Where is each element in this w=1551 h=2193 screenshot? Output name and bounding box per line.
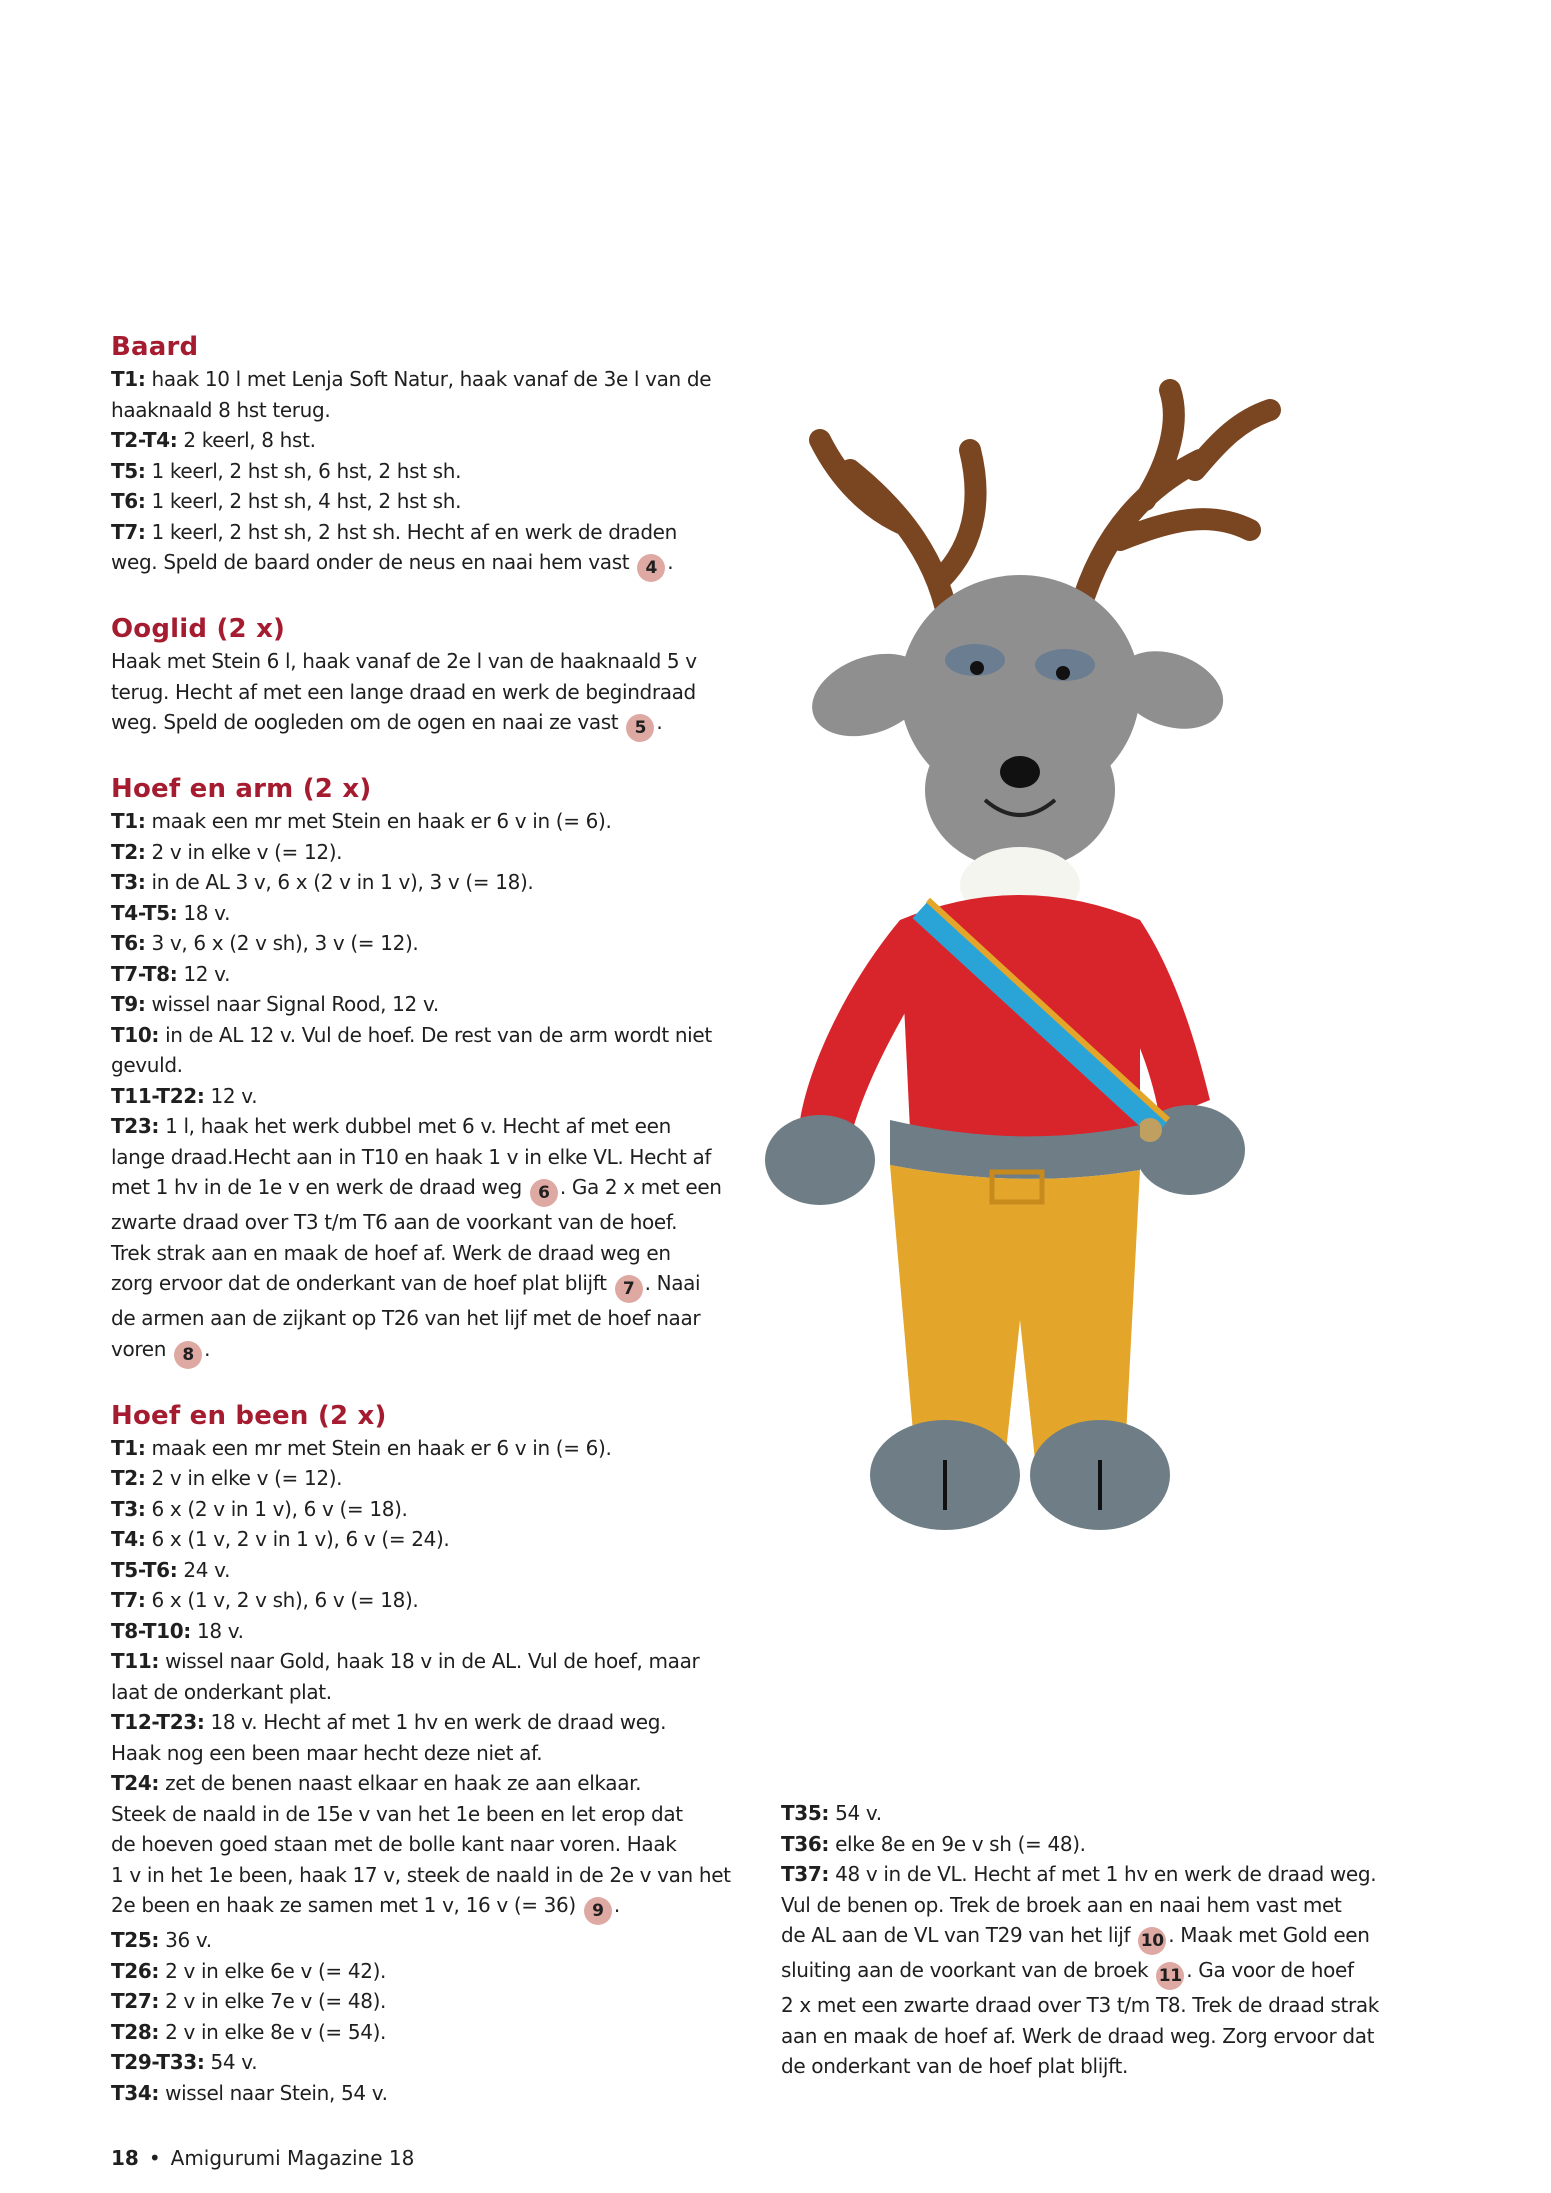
- instruction-text: maak een mr met Stein en haak er 6 v in (= 6).: [145, 1435, 612, 1460]
- page-number: 18: [111, 2146, 139, 2170]
- round-label: T12-T23:: [111, 1710, 205, 1734]
- instruction-line: [111, 547, 751, 582]
- instruction-line: [111, 1925, 751, 1956]
- round-label: T1:: [111, 809, 146, 833]
- instruction-text: 18 v.: [190, 1618, 244, 1643]
- instruction-line: [111, 1677, 751, 1708]
- instruction-line: [111, 1890, 751, 1925]
- instruction-text: voren: [111, 1336, 173, 1361]
- instruction-text: zwarte draad over T3 t/m T6 aan de voorkant van de hoef.: [111, 1210, 678, 1234]
- instruction-line: [111, 1334, 751, 1369]
- instruction-line: [111, 677, 751, 708]
- round-label: T6:: [111, 931, 146, 955]
- instruction-line: [111, 1768, 751, 1799]
- round-label: T37:: [781, 1862, 830, 1886]
- instruction-line: [111, 1020, 751, 1051]
- instruction-text: de hoeven goed staan met de bolle kant naar voren. Haak: [111, 1832, 677, 1856]
- instruction-line: [111, 707, 751, 742]
- instruction-text: . Naai: [644, 1271, 701, 1295]
- instruction-line: [781, 1798, 1421, 1829]
- round-label: T35:: [781, 1801, 830, 1825]
- instruction-line: [781, 2051, 1421, 2082]
- instruction-text: Vul de benen op. Trek de broek aan en naai hem vast met: [781, 1892, 1342, 1917]
- instruction-text: 12 v.: [204, 1083, 258, 1108]
- instruction-text: 54 v.: [204, 2050, 258, 2074]
- round-label: T6:: [111, 489, 146, 513]
- magazine-title: Amigurumi Magazine 18: [170, 2146, 415, 2170]
- instruction-text: 2 v in elke v (= 12).: [145, 1466, 343, 1490]
- instruction-line: [111, 1268, 751, 1303]
- round-label: T4-T5:: [111, 900, 178, 925]
- instruction-line: [781, 1890, 1421, 1921]
- instruction-line: [111, 1585, 751, 1616]
- step-photo-badge: 5: [626, 714, 654, 742]
- instruction-text: 2 v in elke 6e v (= 42).: [159, 1958, 387, 1983]
- instruction-text: zorg ervoor dat de onderkant van de hoef plat blijft: [111, 1271, 613, 1295]
- instruction-text: 1 v in het 1e been, haak 17 v, steek de naald in de 2e v van het: [111, 1862, 731, 1887]
- round-label: T26:: [111, 1958, 160, 1983]
- round-label: T10:: [111, 1022, 160, 1047]
- instruction-line: [781, 1829, 1421, 1860]
- round-label: T28:: [111, 2019, 160, 2044]
- instruction-text: sluiting aan de voorkant van de broek: [781, 1958, 1155, 1982]
- round-label: T7:: [111, 1588, 146, 1612]
- nose: [1000, 756, 1040, 788]
- instruction-text: .: [204, 1336, 211, 1361]
- round-label: T7-T8:: [111, 961, 178, 986]
- instruction-text: 2 v in elke 7e v (= 48).: [159, 1989, 387, 2013]
- instruction-text: wissel naar Stein, 54 v.: [159, 2080, 388, 2105]
- instruction-line: [111, 959, 751, 990]
- instruction-text: 2e been en haak ze samen met 1 v, 16 v (= 36): [111, 1893, 582, 1917]
- instruction-text: Trek strak aan en maak de hoef af. Werk de draad weg en: [111, 1240, 671, 1265]
- round-label: T24:: [111, 1771, 160, 1795]
- instruction-line: [111, 1555, 751, 1586]
- instruction-text: in de AL 12 v. Vul de hoef. De rest van de arm wordt niet: [159, 1022, 712, 1047]
- instruction-line: [111, 456, 751, 487]
- instruction-text: 6 x (1 v, 2 v sh), 6 v (= 18).: [145, 1588, 419, 1612]
- round-label: T2:: [111, 839, 146, 864]
- instruction-text: weg. Speld de baard onder de neus en naai hem vast: [111, 550, 636, 574]
- instruction-text: aan en maak de hoef af. Werk de draad weg. Zorg ervoor dat: [781, 2023, 1375, 2048]
- instruction-text: 1 keerl, 2 hst sh, 4 hst, 2 hst sh.: [145, 489, 462, 513]
- round-label: T34:: [111, 2080, 160, 2105]
- instruction-line: [781, 1859, 1421, 1890]
- instruction-text: 6 x (1 v, 2 v in 1 v), 6 v (= 24).: [145, 1527, 450, 1551]
- instruction-text: elke 8e en 9e v sh (= 48).: [829, 1831, 1086, 1856]
- reindeer-amigurumi-photo: [740, 360, 1420, 1680]
- round-label: T1:: [111, 367, 146, 391]
- muzzle: [925, 710, 1115, 870]
- instruction-text: de armen aan de zijkant op T26 van het lijf met de hoef naar: [111, 1306, 701, 1330]
- instruction-line: [111, 1829, 751, 1860]
- page-footer: [111, 2145, 414, 2171]
- step-photo-badge: 10: [1138, 1927, 1166, 1955]
- instruction-text: 18 v.: [177, 900, 231, 925]
- instruction-text: 3 v, 6 x (2 v sh), 3 v (= 12).: [145, 931, 419, 955]
- instruction-line: [111, 395, 751, 426]
- instruction-line: [781, 2021, 1421, 2052]
- round-label: T9:: [111, 992, 146, 1016]
- instruction-line: [111, 1433, 751, 1464]
- instruction-line: [111, 1646, 751, 1677]
- instruction-text: terug. Hecht af met een lange draad en werk de begindraad: [111, 679, 696, 704]
- section-title: Ooglid (2 x): [111, 614, 286, 644]
- pattern-section: [111, 330, 751, 582]
- instruction-line: [111, 646, 751, 677]
- instruction-text: 54 v.: [829, 1801, 882, 1825]
- right-column: [781, 1798, 1421, 2082]
- instruction-line: [111, 806, 751, 837]
- round-label: T25:: [111, 1928, 160, 1952]
- round-label: T7:: [111, 519, 146, 544]
- round-label: T27:: [111, 1989, 160, 2013]
- round-label: T36:: [781, 1831, 830, 1856]
- instruction-text: weg. Speld de oogleden om de ogen en naai ze vast: [111, 710, 625, 734]
- round-label: T4:: [111, 1527, 146, 1551]
- instruction-text: 6 x (2 v in 1 v), 6 v (= 18).: [145, 1496, 408, 1521]
- instruction-text: wissel naar Signal Rood, 12 v.: [145, 992, 439, 1016]
- step-photo-badge: 4: [637, 554, 665, 582]
- instruction-line: [111, 517, 751, 548]
- round-label: T11:: [111, 1649, 160, 1673]
- instruction-text: Steek de naald in de 15e v van het 1e been en let erop dat: [111, 1801, 683, 1826]
- instruction-line: [111, 1238, 751, 1269]
- instruction-line: [111, 1142, 751, 1173]
- pattern-section: [111, 1399, 751, 2109]
- instruction-text: haak 10 l met Lenja Soft Natur, haak vanaf de 3e l van de: [145, 367, 712, 391]
- round-label: T8-T10:: [111, 1618, 191, 1643]
- instruction-line: [111, 1050, 751, 1081]
- instruction-line: [111, 1303, 751, 1334]
- left-hoof-hand: [765, 1115, 875, 1205]
- instruction-line: [111, 1738, 751, 1769]
- instruction-line: [781, 1990, 1421, 2021]
- round-label: T3:: [111, 870, 146, 894]
- instruction-text: laat de onderkant plat.: [111, 1679, 332, 1704]
- round-label: T1:: [111, 1435, 146, 1460]
- instruction-text: 2 x met een zwarte draad over T3 t/m T8. Trek de draad strak: [781, 1993, 1380, 2017]
- instruction-line: [111, 1207, 751, 1238]
- instruction-text: in de AL 3 v, 6 x (2 v in 1 v), 3 v (= 18).: [145, 870, 534, 894]
- instruction-line: [111, 989, 751, 1020]
- instruction-text: 1 keerl, 2 hst sh, 2 hst sh. Hecht af en werk de draden: [145, 519, 677, 544]
- instruction-line: [111, 1081, 751, 1112]
- round-label: T2-T4:: [111, 428, 178, 452]
- instruction-text: 12 v.: [177, 961, 231, 986]
- left-column: [111, 330, 751, 2138]
- instruction-text: 48 v in de VL. Hecht af met 1 hv en werk de draad weg.: [829, 1862, 1377, 1886]
- instruction-line: [111, 1524, 751, 1555]
- pattern-section: [111, 772, 751, 1369]
- section-title: Baard: [111, 332, 199, 362]
- pattern-section: [111, 612, 751, 742]
- step-photo-badge: 8: [174, 1341, 202, 1369]
- instruction-text: 2 v in elke v (= 12).: [145, 839, 343, 864]
- round-label: T5-T6:: [111, 1557, 178, 1582]
- instruction-text: lange draad.Hecht aan in T10 en haak 1 v in elke VL. Hecht af: [111, 1144, 712, 1169]
- section-title: Hoef en been (2 x): [111, 1400, 387, 1431]
- instruction-line: [111, 1956, 751, 1987]
- left-eye: [970, 661, 984, 675]
- instruction-text: met 1 hv in de 1e v en werk de draad weg: [111, 1175, 528, 1199]
- instruction-line: [111, 2047, 751, 2078]
- step-photo-badge: 6: [530, 1179, 558, 1207]
- instruction-line: [111, 1707, 751, 1738]
- instruction-text: 1 l, haak het werk dubbel met 6 v. Hecht af met een: [159, 1114, 671, 1138]
- instruction-line: [111, 1986, 751, 2017]
- instruction-text: .: [613, 1893, 620, 1917]
- instruction-line: [111, 1111, 751, 1142]
- instruction-line: [111, 2017, 751, 2048]
- instruction-text: 18 v. Hecht af met 1 hv en werk de draad weg.: [204, 1710, 667, 1734]
- instruction-text: haaknaald 8 hst terug.: [111, 397, 331, 422]
- instruction-line: [111, 1860, 751, 1891]
- instruction-line: [111, 364, 751, 395]
- instruction-text: . Ga voor de hoef: [1186, 1958, 1354, 1982]
- instruction-line: [111, 1494, 751, 1525]
- instruction-text: 2 v in elke 8e v (= 54).: [159, 2019, 387, 2044]
- instruction-line: [781, 1920, 1421, 1955]
- section-title: Hoef en arm (2 x): [111, 774, 372, 804]
- instruction-line: [781, 1955, 1421, 1990]
- instruction-line: [111, 1172, 751, 1207]
- instruction-line: [111, 928, 751, 959]
- instruction-text: 1 keerl, 2 hst sh, 6 hst, 2 hst sh.: [145, 458, 462, 483]
- instruction-text: .: [656, 710, 663, 734]
- instruction-line: [111, 2078, 751, 2109]
- instruction-text: 2 keerl, 8 hst.: [177, 428, 316, 452]
- right-eye: [1056, 666, 1070, 680]
- instruction-line: [111, 1799, 751, 1830]
- instruction-line: [111, 837, 751, 868]
- instruction-line: [111, 898, 751, 929]
- instruction-text: 36 v.: [159, 1928, 212, 1952]
- instruction-text: maak een mr met Stein en haak er 6 v in (= 6).: [145, 809, 612, 833]
- round-label: T5:: [111, 458, 146, 483]
- round-label: T29-T33:: [111, 2050, 205, 2074]
- round-label: T3:: [111, 1496, 146, 1521]
- instruction-line: [111, 425, 751, 456]
- step-photo-badge: 11: [1156, 1962, 1184, 1990]
- round-label: T23:: [111, 1114, 160, 1138]
- instruction-line: [111, 1616, 751, 1647]
- round-label: T2:: [111, 1466, 146, 1490]
- instruction-text: wissel naar Gold, haak 18 v in de AL. Vul de hoef, maar: [159, 1649, 700, 1673]
- instruction-text: zet de benen naast elkaar en haak ze aan elkaar.: [159, 1771, 642, 1795]
- step-photo-badge: 9: [584, 1897, 612, 1925]
- instruction-text: de AL aan de VL van T29 van het lijf: [781, 1923, 1137, 1947]
- instruction-text: Haak nog een been maar hecht deze niet af.: [111, 1740, 543, 1765]
- instruction-line: [111, 486, 751, 517]
- round-label: T11-T22:: [111, 1083, 205, 1108]
- instruction-text: gevuld.: [111, 1053, 183, 1077]
- instruction-text: 24 v.: [177, 1557, 231, 1582]
- instruction-text: . Ga 2 x met een: [559, 1175, 722, 1199]
- step-photo-badge: 7: [615, 1275, 643, 1303]
- instruction-text: de onderkant van de hoef plat blijft.: [781, 2054, 1128, 2078]
- instruction-text: .: [667, 550, 674, 574]
- instruction-line: [111, 867, 751, 898]
- footer-separator: •: [148, 2146, 161, 2170]
- bell: [1138, 1118, 1162, 1142]
- instruction-line: [111, 1463, 751, 1494]
- instruction-text: . Maak met Gold een: [1168, 1923, 1370, 1947]
- pants: [890, 1165, 1140, 1460]
- instruction-text: Haak met Stein 6 l, haak vanaf de 2e l van de haaknaald 5 v: [111, 649, 697, 673]
